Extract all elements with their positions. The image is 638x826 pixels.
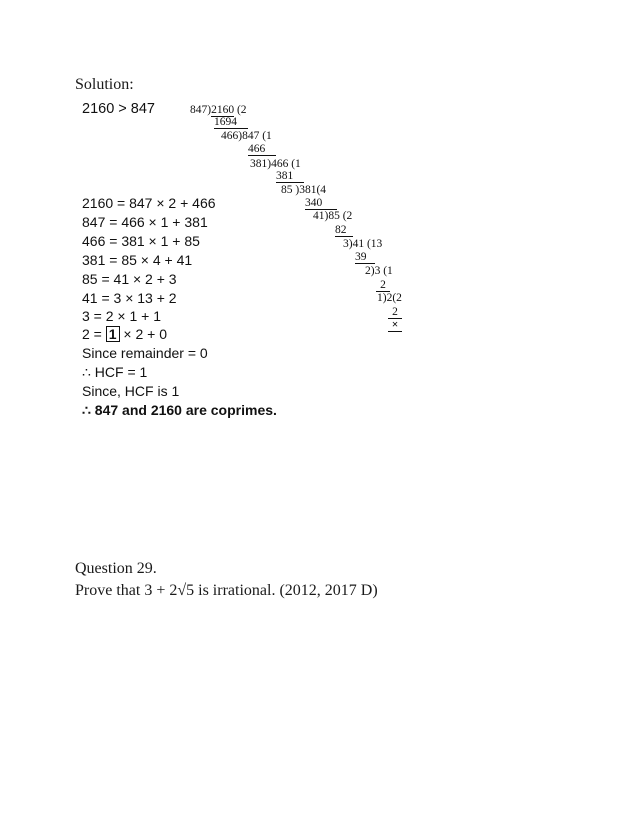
division-row: 85 )381(4 (281, 184, 327, 196)
question-title: Question 29. (75, 560, 157, 577)
conclusion-line: ∴ HCF = 1 (82, 364, 148, 380)
division-row: 847)2160 (2 (190, 104, 247, 116)
comparison-text: 2160 > 847 (82, 101, 155, 117)
step-equation: 2160 = 847 × 2 + 466 (82, 195, 216, 211)
division-row: 1)2(2 (377, 292, 402, 304)
final-step-left: 2 = (82, 326, 106, 342)
division-product: 340 (305, 197, 337, 210)
division-row: 3)41 (13 (343, 238, 383, 250)
division-row: 466)847 (1 (221, 130, 272, 142)
question-text: Prove that 3 + 2√5 is irrational. (2012, 2017 D) (75, 582, 378, 599)
division-row: 2)3 (1 (365, 265, 393, 277)
division-product: 82 (335, 224, 353, 237)
solution-heading: Solution: (75, 76, 134, 93)
step-equation: 381 = 85 × 4 + 41 (82, 252, 193, 268)
conclusion-line: Since, HCF is 1 (82, 383, 180, 399)
conclusion-final: ∴ 847 and 2160 are coprimes. (82, 402, 277, 418)
step-equation: 466 = 381 × 1 + 85 (82, 233, 200, 249)
division-product: 1694 (214, 116, 248, 129)
division-product: 2 (388, 306, 402, 319)
boxed-hcf-value: 1 (106, 326, 120, 342)
division-product: 466 (248, 143, 276, 156)
final-remainder: × (388, 319, 402, 332)
step-equation: 847 = 466 × 1 + 381 (82, 214, 208, 230)
step-equation: 41 = 3 × 13 + 2 (82, 290, 177, 306)
step-equation: 85 = 41 × 2 + 3 (82, 271, 177, 287)
division-product: 381 (276, 170, 304, 183)
division-row: 381)466 (1 (250, 158, 301, 170)
division-row: 41)85 (2 (313, 210, 353, 222)
division-product: 39 (355, 251, 375, 264)
division-product: 2 (376, 279, 390, 292)
conclusion-line: Since remainder = 0 (82, 345, 208, 361)
final-step-right: × 2 + 0 (119, 326, 168, 342)
final-step-equation (82, 326, 167, 342)
step-equation: 3 = 2 × 1 + 1 (82, 308, 162, 324)
